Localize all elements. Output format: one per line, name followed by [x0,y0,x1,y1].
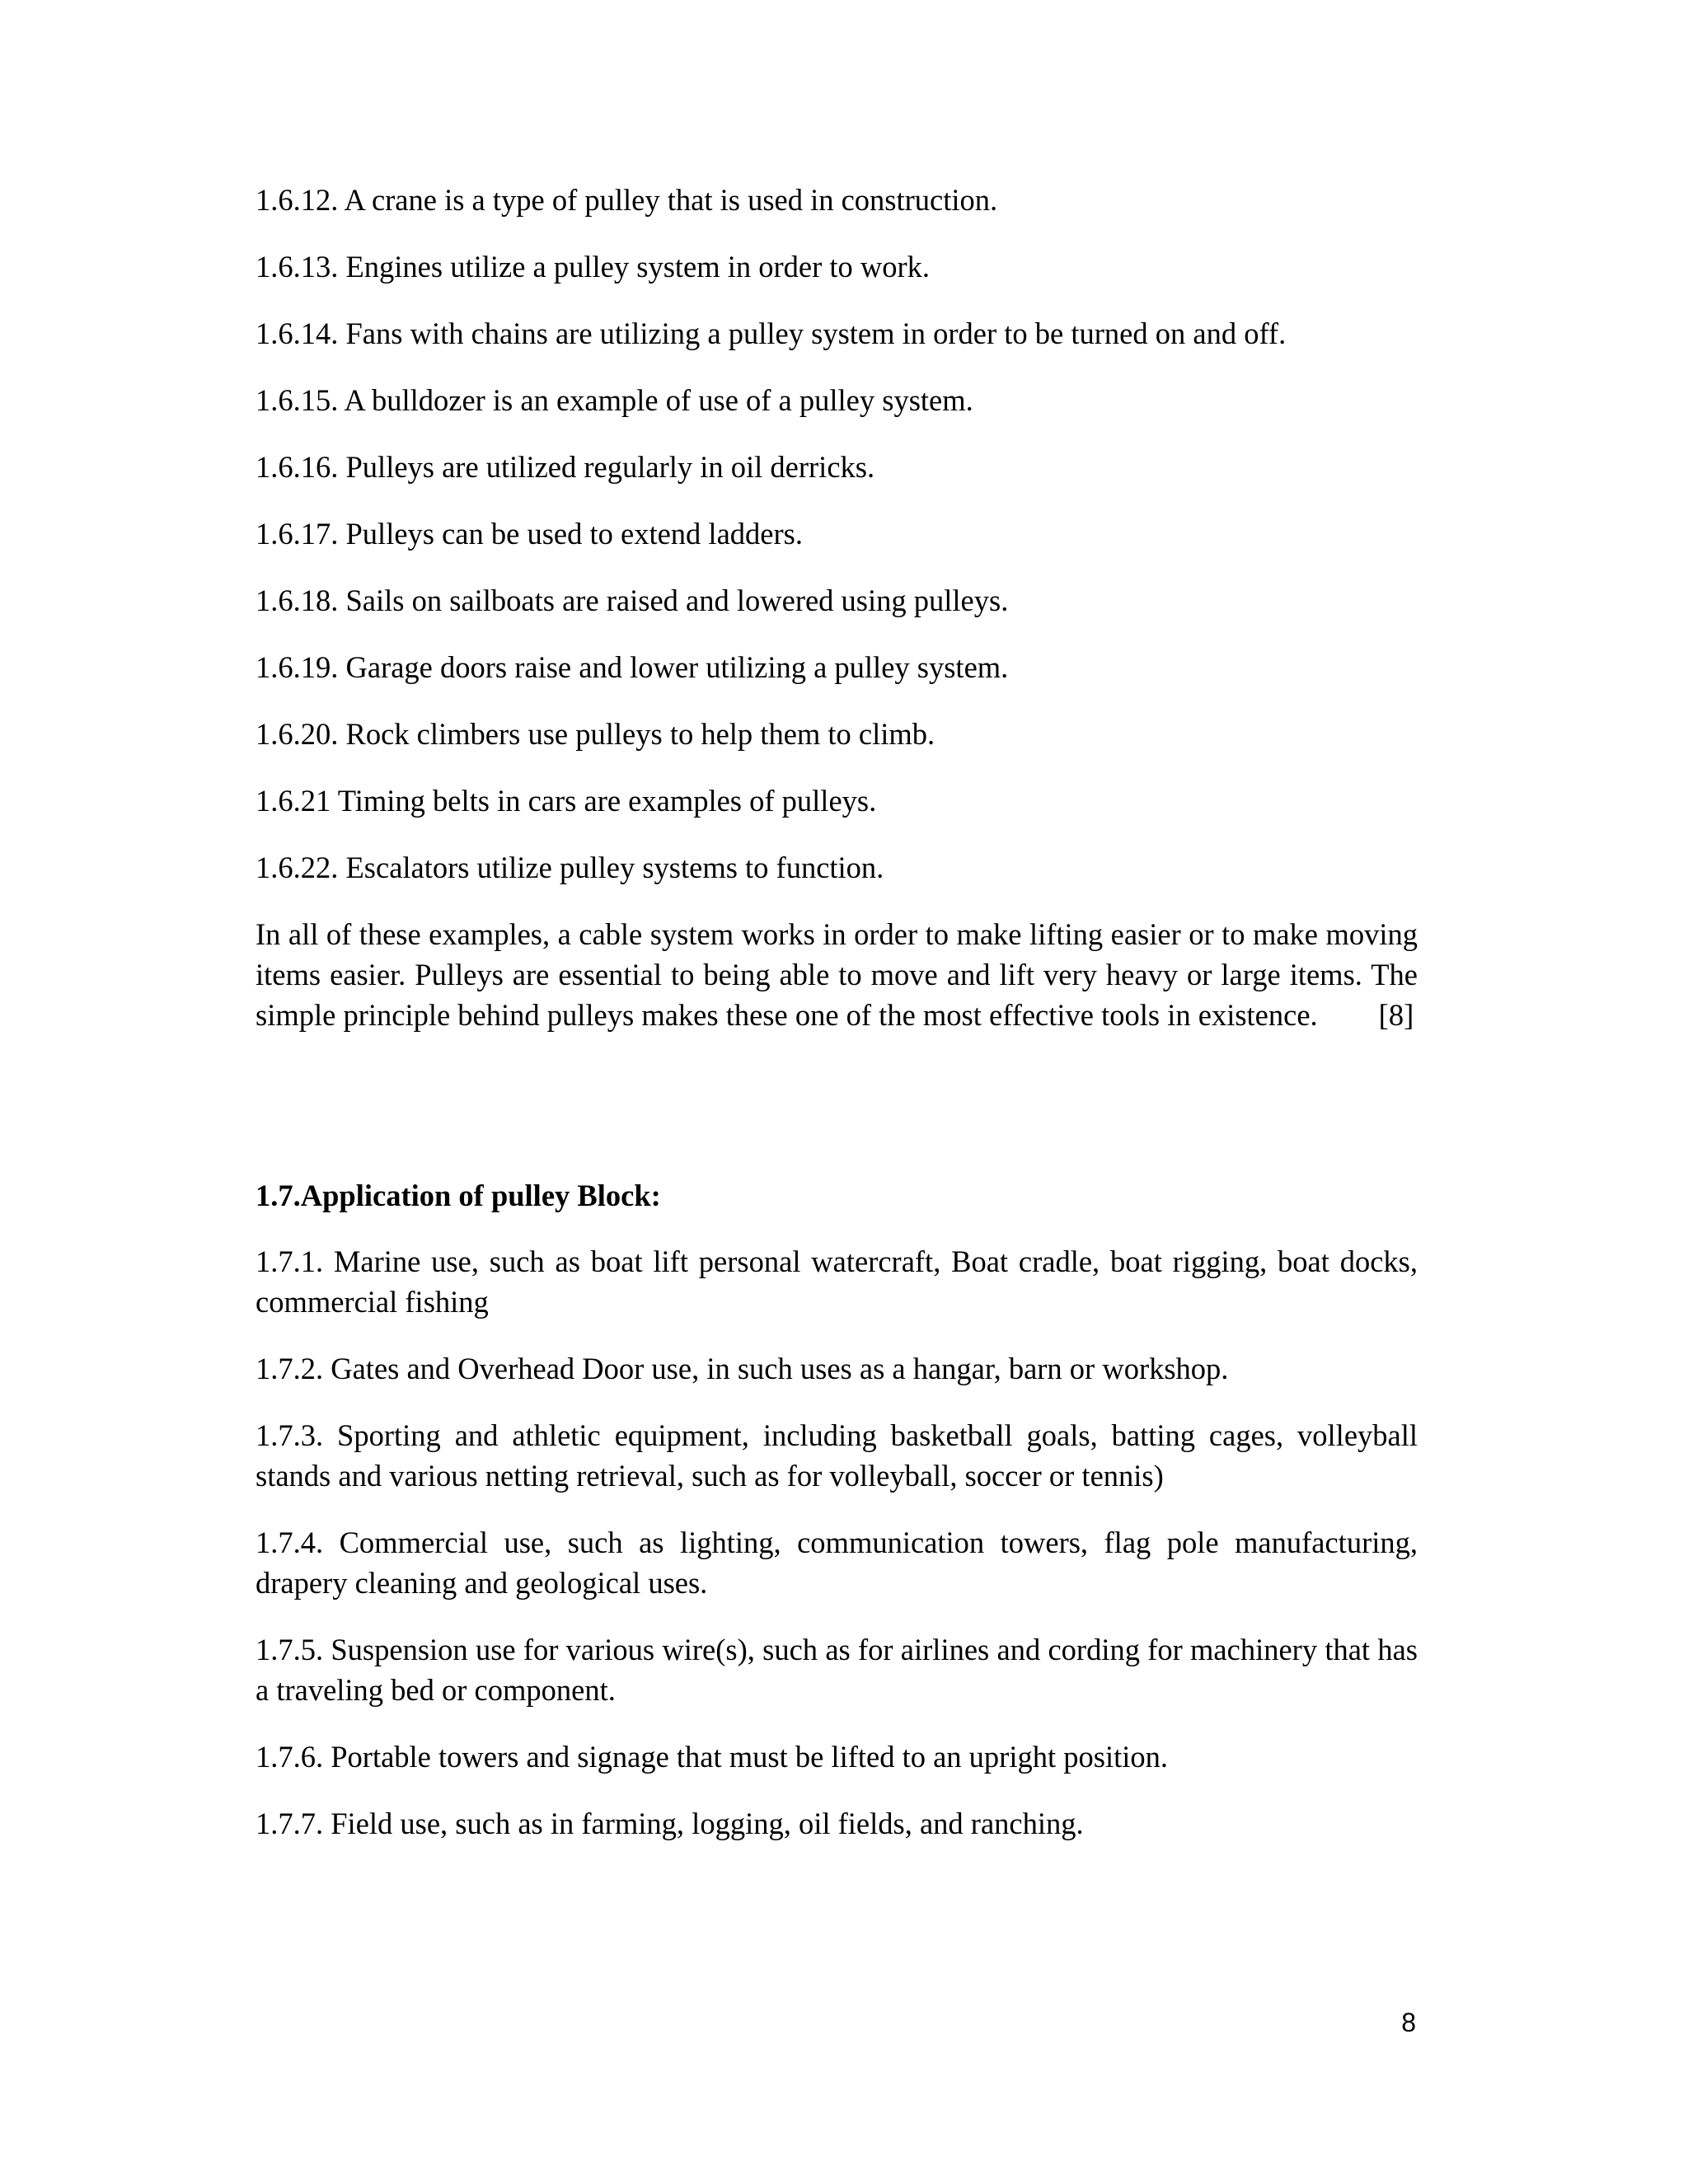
list-item: 1.7.5. Suspension use for various wire(s), such as for airlines and cording for machinery that has a traveling bed or component. [256,1633,1418,1707]
list-item: 1.6.16. Pulleys are utilized regularly in oil derricks. [256,450,875,484]
list-item: 1.7.7. Field use, such as in farming, logging, oil fields, and ranching. [256,1807,1084,1840]
list-item: 1.6.17. Pulleys can be used to extend ladders. [256,517,803,551]
pulley-uses-list [256,180,1418,914]
list-item: 1.7.3. Sporting and athletic equipment, including basketball goals, batting cages, volleyball stands and various netting retrieval, such as for volleyball, soccer or tennis) [256,1418,1418,1493]
list-item: 1.6.20. Rock climbers use pulleys to help them to climb. [256,717,935,751]
list-item: 1.7.6. Portable towers and signage that must be lifted to an upright position. [256,1740,1168,1774]
summary-text: In all of these examples, a cable system works in order to make lifting easier or to make moving items easier. Pulleys are essential to being able to move and lift very heavy or large items. The simple principle behind pulleys makes these one of the most effective tools in existence. [256,917,1418,1032]
list-item: 1.6.12. A crane is a type of pulley that is used in construction. [256,183,998,217]
list-item: 1.6.19. Garage doors raise and lower utilizing a pulley system. [256,650,1009,684]
page-content [256,180,1418,1035]
list-item: 1.6.14. Fans with chains are utilizing a pulley system in order to be turned on and off. [256,316,1287,350]
citation: [8] [1378,998,1414,1032]
application-list [256,1241,1418,1870]
section-heading: 1.7.Application of pulley Block: [256,1179,661,1212]
list-item: 1.6.15. A bulldozer is an example of use of a pulley system. [256,383,973,417]
list-item: 1.7.4. Commercial use, such as lighting, communication towers, flag pole manufacturing, drapery cleaning and geological uses. [256,1526,1418,1600]
list-item: 1.7.2. Gates and Overhead Door use, in such uses as a hangar, barn or workshop. [256,1352,1229,1385]
list-item: 1.6.18. Sails on sailboats are raised and lowered using pulleys. [256,583,1009,617]
list-item: 1.6.13. Engines utilize a pulley system in order to work. [256,250,931,284]
summary-paragraph [256,914,1418,1035]
page-number: 8 [1401,2008,1416,2037]
list-item: 1.6.21 Timing belts in cars are examples of pulleys. [256,784,877,818]
list-item: 1.7.1. Marine use, such as boat lift personal watercraft, Boat cradle, boat rigging, boat docks, commercial fishing [256,1244,1418,1319]
list-item: 1.6.22. Escalators utilize pulley systems to function. [256,851,884,884]
